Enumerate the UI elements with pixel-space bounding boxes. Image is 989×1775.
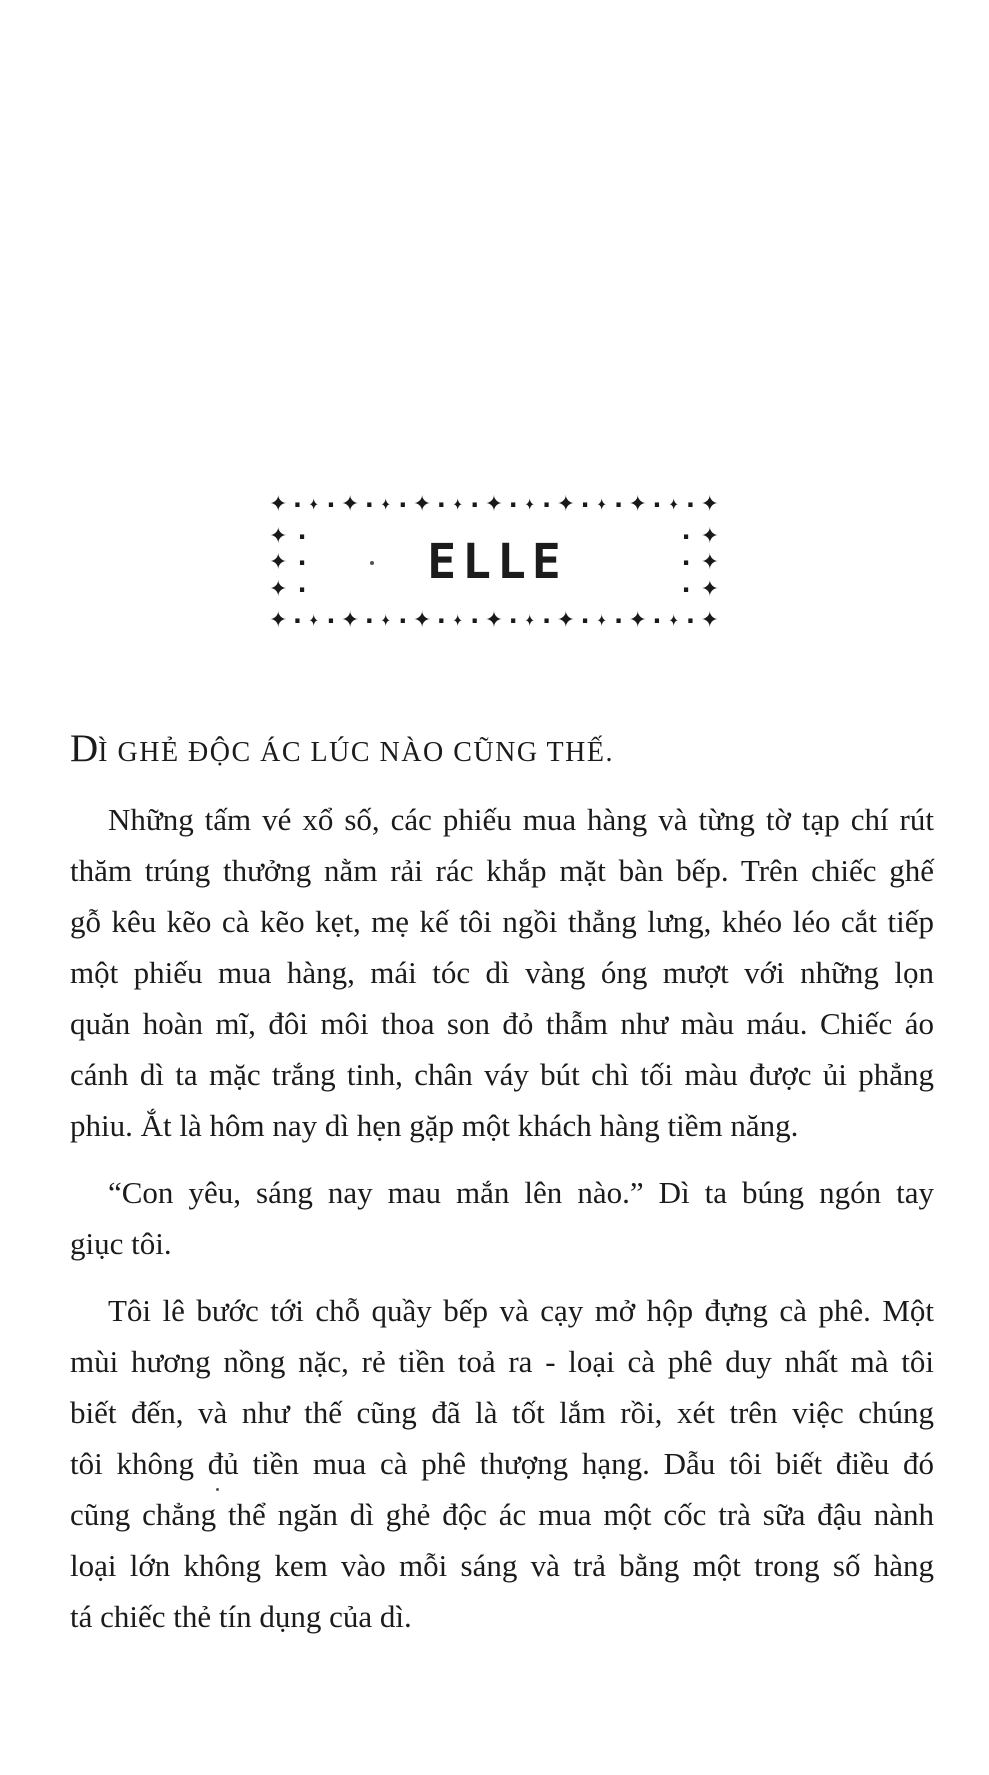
four-pointed-star-icon: ✦ — [525, 610, 535, 631]
dot-ornament: · — [297, 575, 307, 604]
dot-ornament: · — [398, 491, 408, 519]
text-line: cánh dì ta mặc trắng tinh, chân váy bút chì tối màu được ủi phẳng — [70, 1057, 934, 1092]
dot-ornament: · — [685, 607, 695, 635]
dot-ornament: · — [364, 491, 374, 519]
four-pointed-star-icon: ✦ — [381, 494, 391, 515]
text-line: mùi hương nồng nặc, rẻ tiền toả ra - loại cà phê duy nhất mà tôi — [70, 1344, 934, 1379]
ornament-border-bottom — [269, 608, 719, 634]
four-pointed-star-icon: ✦ — [340, 608, 360, 633]
four-pointed-star-icon: ✦ — [269, 492, 288, 517]
four-pointed-star-icon: ✦ — [269, 550, 288, 575]
paragraph — [70, 1167, 934, 1269]
text-line: tôi không đủ tiền mua cà phê thượng hạng. Dẫu tôi biết điều đó — [70, 1446, 934, 1481]
dot-ornament: · — [326, 491, 336, 519]
dot-ornament: · — [292, 607, 303, 635]
four-pointed-star-icon: ✦ — [269, 523, 288, 549]
text-line: một phiếu mua hàng, mái tóc dì vàng óng mượt với những lọn — [70, 955, 934, 990]
four-pointed-star-icon: ✦ — [668, 494, 679, 515]
dot-ornament: · — [326, 607, 336, 635]
dot-ornament: · — [398, 607, 408, 635]
text-line: quăn hoàn mĩ, đôi môi thoa son đỏ thẫm như màu máu. Chiếc áo — [70, 1006, 934, 1041]
dot-ornament: · — [681, 522, 691, 551]
dot-ornament: · — [542, 607, 552, 635]
dot-ornament: · — [613, 607, 624, 635]
text-line: cũng chẳng thể ngăn dì ghẻ độc ác mua một cốc trà sữa đậu nành — [70, 1497, 934, 1532]
text-line: giục tôi. — [70, 1226, 172, 1261]
print-speck — [370, 561, 374, 565]
text-line: loại lớn không kem vào mỗi sáng và trả bằng một trong số hàng — [70, 1548, 934, 1583]
ornament-border-top — [269, 492, 719, 518]
four-pointed-star-icon: ✦ — [700, 492, 719, 517]
four-pointed-star-icon: ✦ — [309, 494, 319, 515]
dot-ornament: · — [436, 607, 446, 635]
opening-small-caps: Ì GHẺ ĐỘC ÁC LÚC NÀO CŨNG THẾ. — [98, 737, 614, 768]
four-pointed-star-icon: ✦ — [700, 523, 719, 549]
four-pointed-star-icon: ✦ — [556, 608, 576, 633]
dot-ornament: · — [508, 607, 518, 635]
dot-ornament: · — [297, 549, 307, 577]
text-line: tá chiếc thẻ tín dụng của dì. — [70, 1599, 412, 1634]
dot-ornament: · — [364, 607, 374, 635]
four-pointed-star-icon: ✦ — [596, 494, 607, 515]
dot-ornament: · — [436, 491, 446, 519]
text-line: thăm trúng thưởng nằm rải rác khắp mặt bàn bếp. Trên chiếc ghế — [70, 853, 934, 888]
text-line: Những tấm vé xổ số, các phiếu mua hàng và từng tờ tạp chí rút — [108, 802, 934, 837]
four-pointed-star-icon: ✦ — [412, 492, 432, 517]
text-line: “Con yêu, sáng nay mau mắn lên nào.” Dì ta búng ngón tay — [108, 1175, 934, 1210]
dot-ornament: · — [681, 575, 691, 604]
dot-ornament: · — [297, 522, 307, 551]
opening-line — [70, 723, 934, 778]
dot-ornament: · — [652, 491, 662, 519]
four-pointed-star-icon: ✦ — [381, 610, 391, 631]
four-pointed-star-icon: ✦ — [700, 608, 719, 633]
four-pointed-star-icon: ✦ — [340, 492, 360, 517]
text-line: biết đến, và như thế cũng đã là tốt lắm rồi, xét trên việc chúng — [70, 1395, 934, 1430]
dot-ornament: · — [292, 491, 303, 519]
four-pointed-star-icon: ✦ — [668, 610, 679, 631]
four-pointed-star-icon: ✦ — [596, 610, 607, 631]
four-pointed-star-icon: ✦ — [628, 608, 647, 633]
four-pointed-star-icon: ✦ — [556, 492, 576, 517]
dot-ornament: · — [685, 491, 695, 519]
dot-ornament: · — [470, 607, 480, 635]
dot-ornament: · — [470, 491, 480, 519]
dot-ornament: · — [613, 491, 624, 519]
body-text — [70, 723, 934, 1642]
dot-ornament: · — [652, 607, 662, 635]
four-pointed-star-icon: ✦ — [484, 608, 504, 633]
four-pointed-star-icon: ✦ — [484, 492, 504, 517]
dot-ornament: · — [681, 549, 691, 577]
dot-ornament: · — [580, 491, 590, 519]
text-line: gỗ kêu kẽo cà kẽo kẹt, mẹ kế tôi ngồi thẳng lưng, khéo léo cắt tiếp — [70, 904, 934, 939]
ornament-border-right — [681, 522, 719, 604]
four-pointed-star-icon: ✦ — [269, 608, 288, 633]
dot-ornament: · — [542, 491, 552, 519]
four-pointed-star-icon: ✦ — [525, 494, 535, 515]
text-line: Tôi lê bước tới chỗ quầy bếp và cạy mở hộp đựng cà phê. Một — [108, 1293, 934, 1328]
chapter-ornament-box — [269, 492, 719, 634]
four-pointed-star-icon: ✦ — [269, 576, 288, 602]
dot-ornament: · — [508, 491, 518, 519]
opening-initial: D — [70, 727, 99, 770]
four-pointed-star-icon: ✦ — [453, 494, 463, 515]
paragraph — [70, 794, 934, 1151]
four-pointed-star-icon: ✦ — [700, 576, 719, 602]
four-pointed-star-icon: ✦ — [453, 610, 463, 631]
chapter-title: ELLE — [427, 533, 567, 590]
dot-ornament: · — [580, 607, 590, 635]
paragraph — [70, 1285, 934, 1642]
four-pointed-star-icon: ✦ — [628, 492, 647, 517]
ornament-border-left — [269, 522, 307, 604]
text-line: phiu. Ắt là hôm nay dì hẹn gặp một khách hàng tiềm năng. — [70, 1108, 799, 1143]
four-pointed-star-icon: ✦ — [309, 610, 319, 631]
four-pointed-star-icon: ✦ — [412, 608, 432, 633]
four-pointed-star-icon: ✦ — [700, 550, 719, 575]
